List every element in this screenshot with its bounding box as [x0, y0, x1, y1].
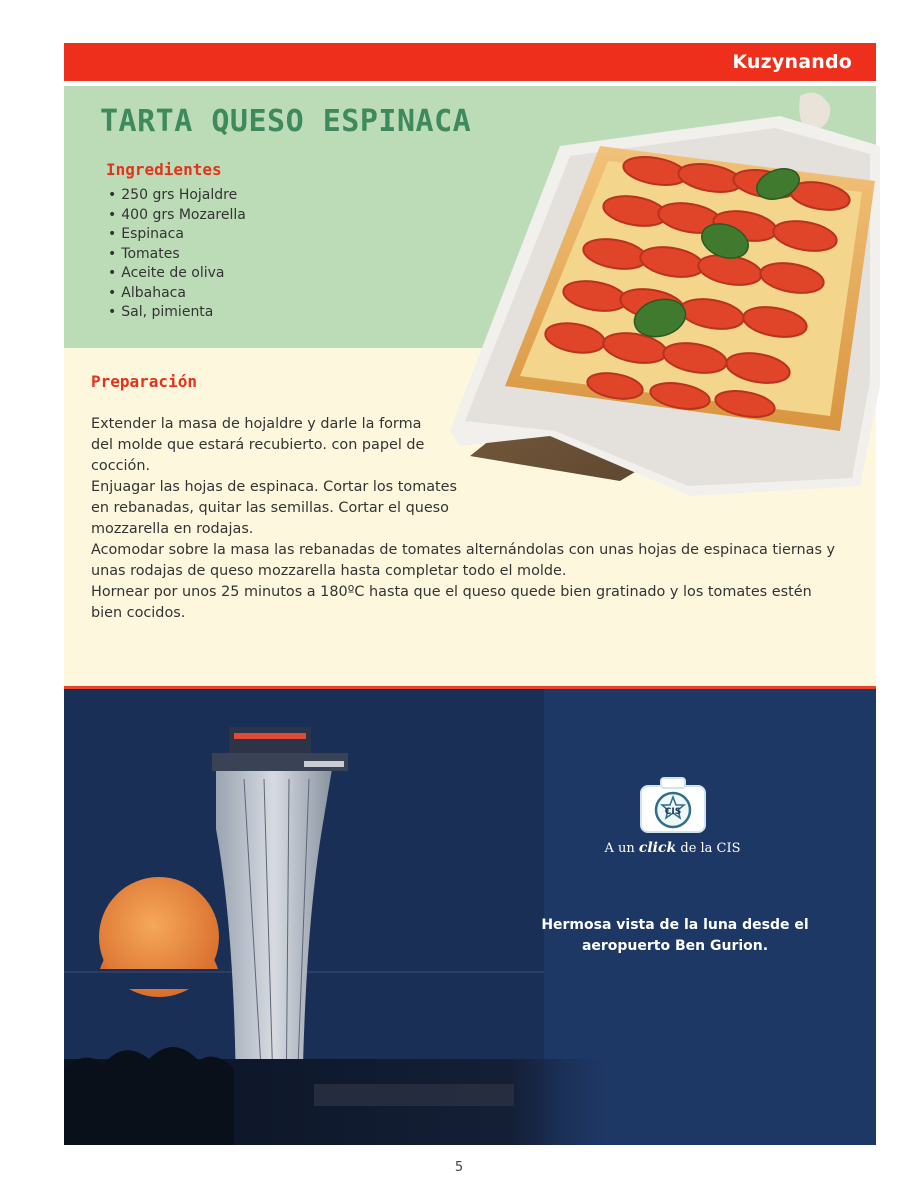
- brand-name: Kuzynando: [732, 51, 852, 73]
- page-number: 5: [454, 1160, 464, 1175]
- recipe-title: TARTA QUESO ESPINACA: [100, 104, 472, 139]
- ingredient-item: • Albahaca: [108, 284, 246, 304]
- preparation-line: Extender la masa de hojaldre y darle la forma: [91, 416, 422, 432]
- preparation-line: en rebanadas, quitar las semillas. Cortar el queso: [91, 500, 449, 516]
- ingredient-item: • Espinaca: [108, 225, 246, 245]
- logo-caption: [600, 840, 745, 856]
- ingredient-item: • 400 grs Mozarella: [108, 206, 246, 226]
- logo-badge-text: CIS: [664, 807, 681, 817]
- ingredient-item: • Tomates: [108, 245, 246, 265]
- logo-caption-click: click: [638, 840, 677, 856]
- ingredients-heading: Ingredientes: [106, 160, 222, 179]
- preparation-line: cocción.: [91, 458, 151, 474]
- preparation-line: bien cocidos.: [91, 605, 186, 621]
- preparation-line: mozzarella en rodajas.: [91, 521, 254, 537]
- preparation-line: del molde que estará recubierto. con papel de: [91, 437, 425, 453]
- preparation-text: [91, 414, 836, 624]
- ingredient-item: • Aceite de oliva: [108, 264, 246, 284]
- logo-caption-after: de la CIS: [676, 841, 741, 856]
- ingredients-list: [108, 186, 246, 323]
- camera-icon: [639, 776, 707, 834]
- header-bar: [64, 43, 876, 81]
- logo-caption-before: A un: [604, 841, 639, 856]
- ingredient-item: • Sal, pimienta: [108, 303, 246, 323]
- preparation-line: Enjuagar las hojas de espinaca. Cortar los tomates: [91, 479, 458, 495]
- cis-logo: [600, 776, 745, 856]
- preparation-line: Hornear por unos 25 minutos a 180ºC hasta que el queso quede bien gratinado y los tomates estén: [91, 584, 812, 600]
- preparation-line: unas rodajas de queso mozzarella hasta completar todo el molde.: [91, 563, 567, 579]
- preparation-heading: Preparación: [91, 372, 197, 391]
- preparation-line: Acomodar sobre la masa las rebanadas de tomates alternándolas con unas hojas de espinaca tiernas y: [91, 542, 836, 558]
- ingredient-item: • 250 grs Hojaldre: [108, 186, 246, 206]
- photo-caption: Hermosa vista de la luna desde el aeropuerto Ben Gurion.: [541, 917, 809, 954]
